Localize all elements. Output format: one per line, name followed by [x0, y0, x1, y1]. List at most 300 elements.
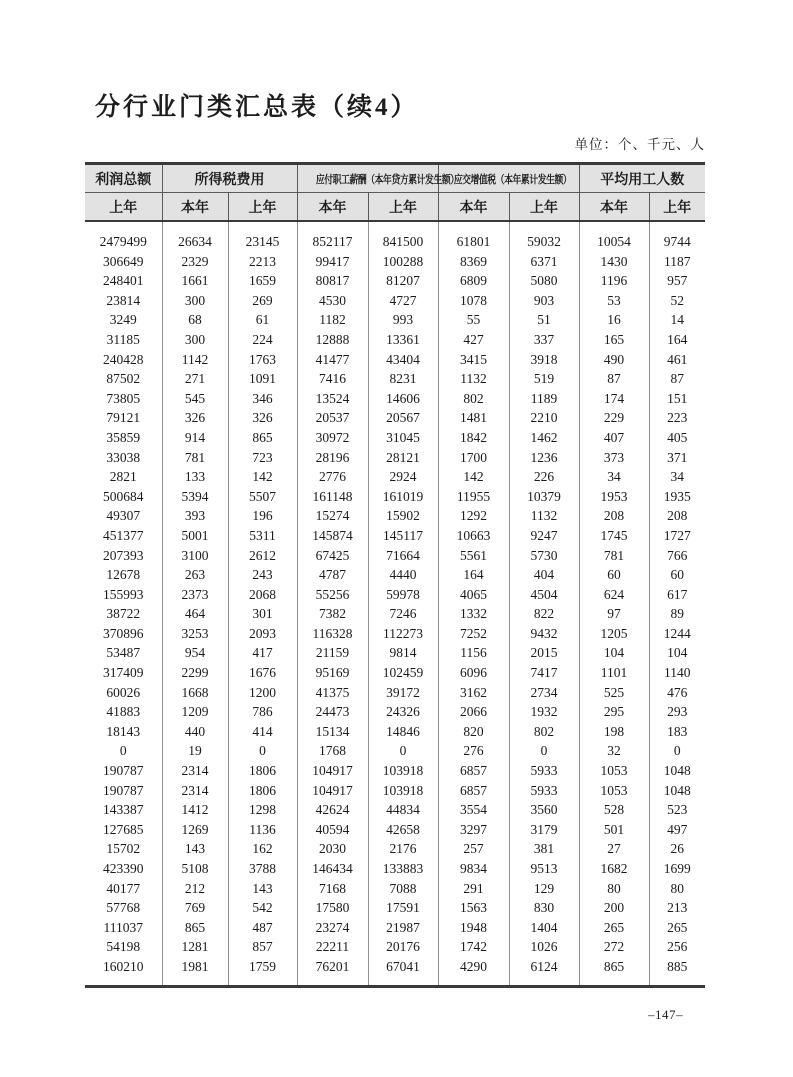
table-cell: 55256: [297, 585, 368, 605]
table-cell: 1132: [438, 369, 509, 389]
table-row: [85, 957, 705, 986]
table-cell: 40594: [297, 820, 368, 840]
table-cell: 723: [228, 448, 297, 468]
table-cell: 87: [579, 369, 649, 389]
table-cell: 257: [438, 839, 509, 859]
table-cell: 198: [579, 722, 649, 742]
table-cell: 208: [579, 506, 649, 526]
table-cell: 1699: [663, 861, 691, 876]
table-cell: 4530: [297, 291, 368, 311]
table-cell: 142: [438, 467, 509, 487]
table-cell: 28121: [368, 448, 438, 468]
table-row: [85, 526, 705, 546]
table-cell: 20567: [368, 408, 438, 428]
table-cell: 528: [579, 800, 649, 820]
table-cell: 28196: [297, 448, 368, 468]
table-cell: 143: [228, 879, 297, 899]
sub-header-current-year: 本年: [297, 193, 368, 222]
table-row: [85, 898, 705, 918]
table-cell: 164: [438, 565, 509, 585]
table-cell: 0: [368, 741, 438, 761]
table-cell: 248401: [85, 271, 162, 291]
table-cell: 1142: [162, 350, 228, 370]
table-row: [85, 800, 705, 820]
table-cell: 60: [579, 565, 649, 585]
table-cell: 857: [228, 937, 297, 957]
table-cell: 20176: [368, 937, 438, 957]
column-group-income-tax-expense: 所得税费用: [162, 164, 297, 193]
table-cell: 7382: [297, 604, 368, 624]
table-cell: 1981: [162, 957, 228, 986]
table-cell: 464: [162, 604, 228, 624]
table-cell: 1298: [228, 800, 297, 820]
table-cell: 133: [162, 467, 228, 487]
table-cell: 427: [438, 330, 509, 350]
table-cell: 903: [509, 291, 579, 311]
table-cell: 371: [667, 449, 688, 465]
table-cell: 14846: [368, 722, 438, 742]
table-cell: 276: [438, 741, 509, 761]
column-group-vat-payable: 应交增值税（本年累计发生额）: [438, 164, 579, 193]
table-cell: 525: [579, 683, 649, 703]
table-row: [85, 330, 705, 350]
table-cell: 240428: [85, 350, 162, 370]
table-cell: 103918: [368, 781, 438, 801]
table-cell: 7417: [509, 663, 579, 683]
table-cell: 337: [509, 330, 579, 350]
table-cell: 2924: [368, 467, 438, 487]
table-cell: 54198: [85, 937, 162, 957]
table-cell: 23145: [228, 221, 297, 252]
table-cell: 306649: [85, 252, 162, 272]
table-cell: 6809: [438, 271, 509, 291]
table-cell: 370896: [85, 624, 162, 644]
table-cell: 51: [509, 310, 579, 330]
table-cell: 5108: [162, 859, 228, 879]
table-cell: 196: [228, 506, 297, 526]
table-cell: 99417: [297, 252, 368, 272]
table-cell: 104: [579, 643, 649, 663]
table-cell: 81207: [368, 271, 438, 291]
table-cell: 2612: [228, 546, 297, 566]
table-cell: 6857: [438, 781, 509, 801]
table-cell: 1481: [438, 408, 509, 428]
table-cell: 2068: [228, 585, 297, 605]
table-cell: 104917: [297, 761, 368, 781]
table-cell: 10663: [438, 526, 509, 546]
table-row: [85, 271, 705, 291]
table-cell: 9744: [663, 234, 691, 249]
table-cell: 1209: [162, 702, 228, 722]
table-cell: 500684: [85, 487, 162, 507]
table-cell: 89: [670, 606, 684, 622]
table-cell: 1700: [438, 448, 509, 468]
table-row: [85, 546, 705, 566]
table-cell: 155993: [85, 585, 162, 605]
table-cell: 0: [228, 741, 297, 761]
table-cell: 34: [579, 467, 649, 487]
table-cell: 9432: [509, 624, 579, 644]
table-cell: 293: [667, 704, 688, 720]
table-cell: 2776: [297, 467, 368, 487]
table-cell: 440: [162, 722, 228, 742]
unit-note: 单位：个、千元、人: [574, 137, 705, 152]
table-row: [85, 859, 705, 879]
table-cell: 272: [579, 937, 649, 957]
column-group-average-employees: 平均用工人数: [579, 164, 705, 193]
table-cell: 80: [579, 879, 649, 899]
table-row: [85, 820, 705, 840]
table-cell: 2015: [509, 643, 579, 663]
table-cell: 7246: [368, 604, 438, 624]
table-cell: 207393: [85, 546, 162, 566]
table-cell: 1742: [438, 937, 509, 957]
table-cell: 11955: [438, 487, 509, 507]
table-row: [85, 565, 705, 585]
table-cell: 190787: [85, 781, 162, 801]
table-cell: 23274: [297, 918, 368, 938]
table-cell: 3100: [162, 546, 228, 566]
table-cell: 49307: [85, 506, 162, 526]
table-cell: 100288: [368, 252, 438, 272]
table-cell: 16: [579, 310, 649, 330]
table-cell: 42658: [368, 820, 438, 840]
table-cell: 1806: [228, 781, 297, 801]
table-cell: 2093: [228, 624, 297, 644]
table-cell: 2821: [85, 467, 162, 487]
table-cell: 1948: [438, 918, 509, 938]
table-cell: 5933: [509, 781, 579, 801]
table-cell: 164: [667, 331, 688, 347]
table-cell: 243: [228, 565, 297, 585]
table-cell: 1182: [297, 310, 368, 330]
table-cell: 104: [667, 645, 688, 661]
table-cell: 174: [579, 389, 649, 409]
table-cell: 830: [509, 898, 579, 918]
table-cell: 1140: [664, 665, 691, 681]
table-cell: 300: [162, 291, 228, 311]
table-cell: 300: [162, 330, 228, 350]
table-cell: 27: [579, 839, 649, 859]
table-cell: 151: [667, 390, 688, 406]
table-cell: 14: [670, 312, 684, 328]
table-cell: 1932: [509, 702, 579, 722]
table-cell: 52: [670, 292, 684, 308]
table-cell: 42624: [297, 800, 368, 820]
table-cell: 2373: [162, 585, 228, 605]
table-cell: 8231: [368, 369, 438, 389]
table-cell: 24473: [297, 702, 368, 722]
table-cell: 21159: [297, 643, 368, 663]
table-row: [85, 683, 705, 703]
table-cell: 190787: [85, 761, 162, 781]
table-cell: 822: [509, 604, 579, 624]
table-cell: 624: [579, 585, 649, 605]
table-cell: 269: [228, 291, 297, 311]
table-cell: 145874: [297, 526, 368, 546]
table-cell: 1078: [438, 291, 509, 311]
table-row: [85, 781, 705, 801]
table-cell: 55: [438, 310, 509, 330]
table-cell: 76201: [297, 957, 368, 986]
table-cell: 7088: [368, 879, 438, 899]
table-cell: 208: [667, 508, 688, 524]
table-cell: 6857: [438, 761, 509, 781]
table-cell: 1842: [438, 428, 509, 448]
group-header-row: [85, 164, 705, 193]
table-cell: 865: [162, 918, 228, 938]
table-cell: 3297: [438, 820, 509, 840]
table-cell: 229: [579, 408, 649, 428]
table-cell: 4290: [438, 957, 509, 986]
table-cell: 1412: [162, 800, 228, 820]
table-cell: 291: [438, 879, 509, 899]
table-cell: 2176: [368, 839, 438, 859]
table-cell: 3249: [85, 310, 162, 330]
table-cell: 129: [509, 879, 579, 899]
table-cell: 102459: [368, 663, 438, 683]
table-cell: 393: [162, 506, 228, 526]
table-cell: 67425: [297, 546, 368, 566]
table-row: [85, 702, 705, 722]
table-cell: 104917: [297, 781, 368, 801]
table-row: [85, 291, 705, 311]
table-cell: 1091: [228, 369, 297, 389]
table-cell: 15274: [297, 506, 368, 526]
table-cell: 2066: [438, 702, 509, 722]
table-cell: 10379: [509, 487, 579, 507]
table-cell: 1196: [579, 271, 649, 291]
table-cell: 1759: [228, 957, 297, 986]
table-cell: 414: [228, 722, 297, 742]
table-cell: 1763: [228, 350, 297, 370]
table-cell: 4065: [438, 585, 509, 605]
table-cell: 1053: [579, 781, 649, 801]
table-cell: 3162: [438, 683, 509, 703]
table-cell: 1676: [228, 663, 297, 683]
table-cell: 21987: [368, 918, 438, 938]
table-row: [85, 839, 705, 859]
table-cell: 80: [670, 880, 684, 896]
table-cell: 13524: [297, 389, 368, 409]
table-cell: 271: [162, 369, 228, 389]
table-cell: 1101: [579, 663, 649, 683]
table-cell: 1205: [579, 624, 649, 644]
table-row: [85, 467, 705, 487]
table-cell: 8369: [438, 252, 509, 272]
table-cell: 957: [667, 273, 688, 289]
table-cell: 34: [670, 469, 684, 485]
table-cell: 95169: [297, 663, 368, 683]
table-cell: 954: [162, 643, 228, 663]
table-cell: 223: [667, 410, 688, 426]
table-cell: 1026: [509, 937, 579, 957]
table-cell: 2329: [162, 252, 228, 272]
table-cell: 112273: [368, 624, 438, 644]
table-cell: 407: [579, 428, 649, 448]
table-cell: 12888: [297, 330, 368, 350]
table-row: [85, 408, 705, 428]
table-cell: 865: [579, 957, 649, 986]
table-cell: 9247: [509, 526, 579, 546]
table-cell: 15902: [368, 506, 438, 526]
table-cell: 1404: [509, 918, 579, 938]
table-cell: 162: [228, 839, 297, 859]
table-cell: 346: [228, 389, 297, 409]
table-cell: 1935: [663, 488, 691, 504]
table-cell: 1745: [579, 526, 649, 546]
table-cell: 841500: [368, 221, 438, 252]
table-cell: 1682: [579, 859, 649, 879]
table-cell: 1668: [162, 683, 228, 703]
table-cell: 487: [228, 918, 297, 938]
table-cell: 326: [228, 408, 297, 428]
table-cell: 5730: [509, 546, 579, 566]
industry-summary-table: [85, 162, 705, 988]
table-cell: 1659: [228, 271, 297, 291]
table-cell: 2314: [162, 761, 228, 781]
table-cell: 523: [667, 802, 688, 818]
table-cell: 1187: [664, 253, 691, 269]
table-cell: 53: [579, 291, 649, 311]
sub-header-prev-year: 上年: [228, 193, 297, 222]
table-cell: 6124: [509, 957, 579, 986]
table-cell: 1953: [579, 487, 649, 507]
table-cell: 317409: [85, 663, 162, 683]
table-cell: 265: [579, 918, 649, 938]
table-cell: 226: [509, 467, 579, 487]
table-cell: 5394: [162, 487, 228, 507]
table-cell: 5561: [438, 546, 509, 566]
table-cell: 31185: [85, 330, 162, 350]
table-cell: 301: [228, 604, 297, 624]
table-cell: 519: [509, 369, 579, 389]
sub-header-prev-year: 上年: [509, 193, 579, 222]
table-cell: 116328: [297, 624, 368, 644]
table-cell: 417: [228, 643, 297, 663]
table-cell: 5933: [509, 761, 579, 781]
table-cell: 1189: [509, 389, 579, 409]
table-cell: 31045: [368, 428, 438, 448]
table-cell: 80817: [297, 271, 368, 291]
table-cell: 1462: [509, 428, 579, 448]
table-row: [85, 585, 705, 605]
table-cell: 5507: [228, 487, 297, 507]
table-cell: 3179: [509, 820, 579, 840]
table-cell: 265: [667, 919, 688, 935]
table-cell: 545: [162, 389, 228, 409]
table-row: [85, 506, 705, 526]
table-cell: 1332: [438, 604, 509, 624]
table-cell: 1292: [438, 506, 509, 526]
table-cell: 41477: [297, 350, 368, 370]
table-cell: 73805: [85, 389, 162, 409]
table-cell: 7416: [297, 369, 368, 389]
table-cell: 18143: [85, 722, 162, 742]
table-cell: 15702: [85, 839, 162, 859]
table-cell: 165: [579, 330, 649, 350]
table-row: [85, 428, 705, 448]
sub-header-row: [85, 193, 705, 222]
table-row: [85, 624, 705, 644]
table-cell: 2213: [228, 252, 297, 272]
table-cell: 33038: [85, 448, 162, 468]
table-cell: 14606: [368, 389, 438, 409]
table-cell: 7168: [297, 879, 368, 899]
table-cell: 1156: [438, 643, 509, 663]
table-row: [85, 663, 705, 683]
table-cell: 161148: [297, 487, 368, 507]
table-cell: 256: [667, 939, 688, 955]
table-cell: 381: [509, 839, 579, 859]
sub-header-prev-year: 上年: [85, 193, 162, 222]
table-cell: 263: [162, 565, 228, 585]
table-cell: 1768: [297, 741, 368, 761]
sub-header-current-year: 本年: [438, 193, 509, 222]
table-cell: 542: [228, 898, 297, 918]
table-row: [85, 643, 705, 663]
table-cell: 820: [438, 722, 509, 742]
table-cell: 3554: [438, 800, 509, 820]
table-cell: 786: [228, 702, 297, 722]
table-cell: 2734: [509, 683, 579, 703]
table-cell: 3788: [228, 859, 297, 879]
table-cell: 1200: [228, 683, 297, 703]
table-cell: 103918: [368, 761, 438, 781]
table-cell: 143387: [85, 800, 162, 820]
table-cell: 914: [162, 428, 228, 448]
table-cell: 57768: [85, 898, 162, 918]
table-cell: 885: [667, 958, 688, 974]
table-cell: 15134: [297, 722, 368, 742]
table-cell: 769: [162, 898, 228, 918]
page-title: 分行业门类汇总表（续4）: [95, 93, 419, 121]
column-group-profit-total: 利润总额: [85, 164, 162, 193]
table-cell: 9814: [368, 643, 438, 663]
sub-header-current-year: 本年: [162, 193, 228, 222]
table-row: [85, 252, 705, 272]
table-cell: 44834: [368, 800, 438, 820]
table-cell: 5311: [228, 526, 297, 546]
table-cell: 87: [670, 371, 684, 387]
table-cell: 423390: [85, 859, 162, 879]
table-cell: 6371: [509, 252, 579, 272]
table-cell: 142: [228, 467, 297, 487]
table-cell: 53487: [85, 643, 162, 663]
table-cell: 68: [162, 310, 228, 330]
table-cell: 38722: [85, 604, 162, 624]
table-cell: 22211: [297, 937, 368, 957]
table-cell: 60026: [85, 683, 162, 703]
table-cell: 41375: [297, 683, 368, 703]
table-cell: 1136: [228, 820, 297, 840]
table-cell: 60: [670, 567, 684, 583]
table-cell: 111037: [85, 918, 162, 938]
table-cell: 24326: [368, 702, 438, 722]
table-cell: 3918: [509, 350, 579, 370]
table-cell: 26: [670, 841, 684, 857]
table-cell: 13361: [368, 330, 438, 350]
table-cell: 617: [667, 586, 688, 602]
table-cell: 4727: [368, 291, 438, 311]
page-number: –147–: [648, 1007, 683, 1022]
table-cell: 2030: [297, 839, 368, 859]
table-cell: 35859: [85, 428, 162, 448]
table-cell: 501: [579, 820, 649, 840]
sub-header-current-year: 本年: [579, 193, 649, 222]
table-cell: 71664: [368, 546, 438, 566]
table-cell: 1269: [162, 820, 228, 840]
